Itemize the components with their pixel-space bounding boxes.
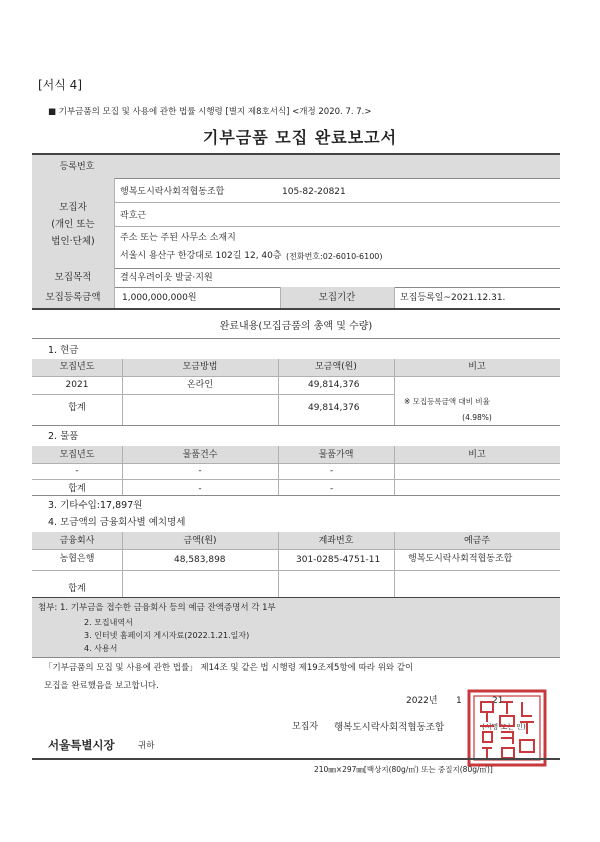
date-year: 2022년 (406, 696, 438, 706)
rule (32, 394, 394, 395)
recipient-name: 서울특별시장 (48, 738, 115, 752)
divider (122, 532, 123, 597)
goods-col-value: 물품가액 (318, 450, 354, 460)
collector-label: 모집자 (59, 202, 87, 213)
statement-line-2: 모집을 완료했음을 보고합니다. (44, 681, 159, 691)
business-number: 105-82-20821 (282, 187, 346, 197)
divider (394, 359, 395, 425)
account-holder: 행복도시락사회적협동조합 (408, 554, 513, 564)
purpose-value: 결식우려이웃 발굴·지원 (120, 273, 213, 283)
rule (32, 479, 560, 480)
collector-name: 행복도시락사회적협동조합 (120, 187, 225, 197)
goods-count: - (198, 466, 202, 476)
official-seal (466, 688, 548, 768)
divider (114, 287, 115, 308)
cash-total-amount: 49,814,376 (308, 403, 360, 413)
legal-reference: ■ 기부금품의 모집 및 사용에 관한 법률 시행령 [별지 제8호서식] <개정 2020. 7. 7.> (48, 107, 372, 117)
representative-name: 곽호근 (120, 211, 147, 221)
goods-heading: 2. 물품 (48, 431, 79, 442)
registered-amount-label: 모집등록금액 (45, 292, 101, 303)
cash-year: 2021 (65, 380, 89, 390)
address-label: 주소 또는 주된 사무소 소재지 (120, 233, 236, 243)
rule (32, 549, 560, 550)
goods-col-note: 비고 (468, 450, 486, 460)
bank-amount: 48,583,898 (174, 555, 226, 565)
completion-heading: 완료내용(모집금품의 총액 및 수량) (219, 321, 373, 332)
registration-label: 등록번호 (59, 162, 95, 172)
bank-col-bank: 금융회사 (59, 536, 95, 546)
period-value: 모집등록일~2021.12.31. (400, 293, 506, 303)
signer-label: 모집자 (292, 722, 319, 732)
rule (32, 463, 560, 464)
date-day: 21 (492, 696, 504, 706)
divider (394, 446, 395, 495)
attachment-3: 3. 인터넷 홈페이지 게시자료(2022.1.21.일자) (84, 631, 250, 640)
rule (32, 308, 560, 310)
rule (32, 425, 560, 426)
cash-amount: 49,814,376 (308, 380, 360, 390)
top-rule (32, 153, 560, 155)
divider (122, 359, 123, 425)
divider (114, 178, 115, 268)
cash-total-note: ※ 모집등록금액 대비 비율 (404, 397, 490, 406)
account-number: 301-0285-4751-11 (296, 555, 381, 565)
bottom-rule (32, 758, 560, 760)
date-month: 1 (456, 696, 462, 706)
bank-name: 농협은행 (59, 554, 95, 564)
collector-label-2: (개인 또는 (51, 219, 95, 230)
bank-col-account: 계좌번호 (318, 536, 354, 546)
cash-method: 온라인 (186, 380, 214, 390)
collector-label-3: 법인·단체) (51, 236, 95, 247)
goods-value: - (330, 466, 334, 476)
attachment-2: 2. 모집내역서 (84, 618, 133, 627)
rule (32, 495, 560, 496)
signature-suffix: (서명 또는 인) (482, 723, 526, 731)
cash-heading: 1. 현금 (48, 345, 79, 356)
goods-col-count: 물품건수 (182, 450, 218, 460)
cash-col-method: 모금방법 (182, 362, 218, 372)
rule (32, 338, 560, 339)
cash-col-year: 모집년도 (59, 362, 95, 372)
divider (278, 532, 279, 597)
bank-col-amount: 금액(원) (183, 536, 217, 546)
cash-col-note: 비고 (468, 362, 486, 372)
divider (114, 268, 115, 287)
address-value: 서울시 용산구 한강대로 102길 12, 40층 (120, 251, 282, 261)
goods-total-count: - (198, 484, 202, 494)
phone-number: (전화번호:02-6010-6100) (286, 252, 383, 261)
purpose-label: 모집목적 (54, 272, 92, 283)
divider (394, 287, 395, 308)
recipient-suffix: 귀하 (138, 741, 155, 751)
bank-total-label: 합계 (68, 584, 86, 594)
registered-amount-value: 1,000,000,000원 (122, 293, 197, 303)
goods-total-label: 합계 (68, 484, 86, 494)
attachment-4: 4. 사용서 (84, 644, 118, 653)
paper-spec: 210㎜×297㎜[백상지(80g/㎡) 또는 중질지(80g/㎡)] (314, 765, 493, 774)
goods-total-value: - (330, 484, 334, 494)
attachment-1: 첨부: 1. 기부금을 접수한 금융회사 등의 예금 잔액증명서 각 1부 (38, 603, 276, 613)
goods-col-year: 모집년도 (59, 450, 95, 460)
rule (114, 202, 560, 203)
signer-name: 행복도시락사회적협동조합 (334, 722, 445, 733)
divider (278, 446, 279, 495)
divider (122, 446, 123, 495)
divider (394, 532, 395, 597)
cash-col-amount: 모금액(원) (315, 362, 357, 372)
rule (114, 226, 560, 227)
other-income: 3. 기타수입:17,897원 (48, 500, 143, 511)
rule (32, 570, 560, 571)
rule (32, 376, 560, 377)
divider (278, 359, 279, 425)
period-label: 모집기간 (318, 292, 356, 303)
form-number: [서식 4] (38, 78, 82, 92)
cash-total-label: 합계 (68, 403, 86, 413)
bank-col-holder: 예금주 (463, 536, 491, 546)
page-title: 기부금품 모집 완료보고서 (202, 128, 398, 147)
bank-heading: 4. 모금액의 금융회사별 예치명세 (48, 517, 186, 528)
rule (32, 657, 560, 658)
statement-line-1: 「기부금품의 모집 및 사용에 관한 법률」 제14조 및 같은 법 시행령 제19조제5항에 따라 위와 같이 (44, 663, 414, 673)
goods-year: - (75, 466, 79, 476)
cash-total-ratio: (4.98%) (462, 413, 492, 422)
